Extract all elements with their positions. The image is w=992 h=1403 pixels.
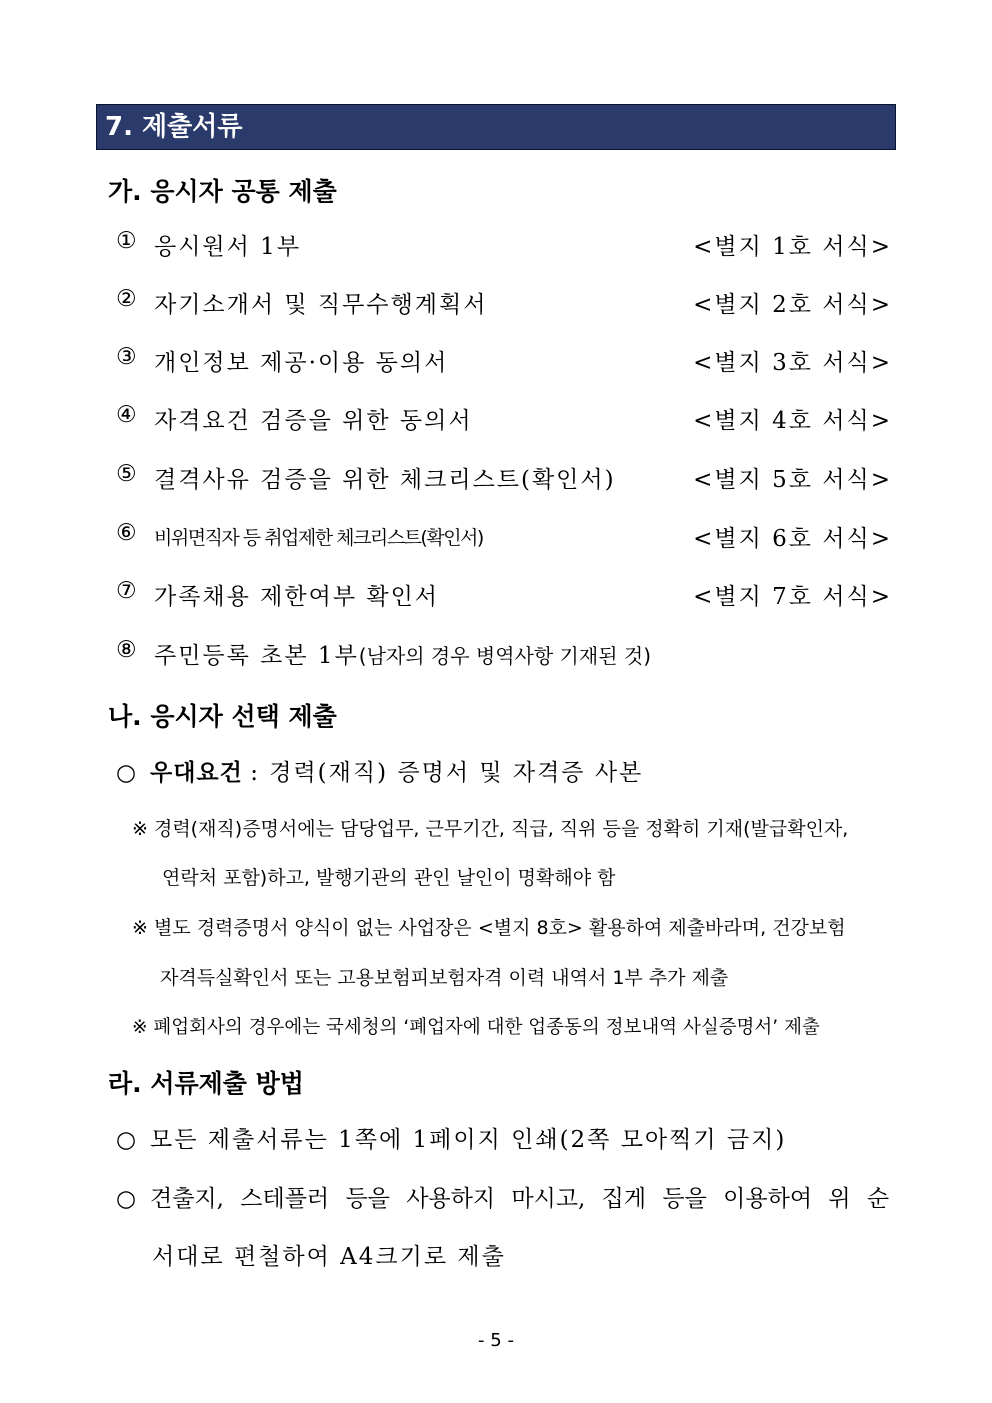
note-line: 자격득실확인서 또는 고용보험피보험자격 이력 내역서 1부 추가 제출 [160, 967, 729, 989]
item-form: <별지 1호 서식> [693, 234, 892, 260]
list-item [116, 637, 894, 671]
method-text: 모든 제출서류는 1쪽에 1페이지 인쇄(2쪽 모아찍기 금지) [150, 1127, 787, 1153]
item-number: ⑧ [116, 637, 137, 663]
note-line: ※ 경력(재직)증명서에는 담당업무, 근무기간, 직급, 직위 등을 정확히 기재(발급확인자, [132, 818, 849, 840]
circle-bullet-icon: ○ [116, 760, 137, 786]
method-text-continued: 서대로 편철하여 A4크기로 제출 [152, 1244, 506, 1270]
preference-label: 우대요건 [150, 759, 243, 786]
item-label: 개인정보 제공·이용 동의서 [154, 350, 449, 376]
list-item [116, 344, 894, 378]
circle-bullet-icon: ○ [116, 1186, 137, 1212]
list-item [116, 520, 894, 554]
preference-text: : 경력(재직) 증명서 및 자격증 사본 [250, 760, 644, 786]
item-label: 결격사유 검증을 위한 체크리스트(확인서) [154, 467, 616, 493]
item-form: <별지 3호 서식> [693, 350, 892, 376]
heading-optional-submission: 나. 응시자 선택 제출 [108, 702, 337, 731]
method-bullet [116, 1180, 889, 1213]
method-text: 견출지, 스테플러 등을 사용하지 마시고, 집게 등을 이용하여 위 순 [150, 1186, 890, 1212]
item-form: <별지 2호 서식> [693, 292, 892, 318]
item-label: 자기소개서 및 직무수행계획서 [154, 292, 488, 318]
item-label: 응시원서 1부 [154, 234, 302, 260]
list-item [116, 402, 894, 436]
item-form: <별지 4호 서식> [693, 408, 892, 434]
note-line: ※ 별도 경력증명서 양식이 없는 사업장은 <별지 8호> 활용하여 제출바라며, 건강보험 [132, 917, 846, 939]
item-number: ② [116, 286, 137, 312]
heading-submission-method: 라. 서류제출 방법 [108, 1069, 304, 1098]
preference-bullet [116, 754, 643, 787]
item-label: 비위면직자 등 취업제한 체크리스트(확인서) [154, 527, 483, 549]
list-item [116, 461, 894, 495]
item-label: 가족채용 제한여부 확인서 [154, 584, 440, 610]
list-item [116, 578, 894, 612]
method-bullet [116, 1121, 786, 1154]
item-label-text: 주민등록 초본 1부 [154, 643, 359, 669]
item-form: <별지 7호 서식> [693, 584, 892, 610]
item-number: ① [116, 228, 137, 254]
item-note: (남자의 경우 병역사항 기재된 것) [358, 644, 651, 668]
circle-bullet-icon: ○ [116, 1127, 139, 1153]
item-form: <별지 6호 서식> [693, 526, 892, 552]
item-number: ⑥ [116, 520, 137, 546]
note-line: ※ 폐업회사의 경우에는 국세청의 ‘폐업자에 대한 업종동의 정보내역 사실증명서’ 제출 [132, 1017, 820, 1038]
section-title: 7. 제출서류 [96, 104, 896, 150]
item-label [154, 637, 651, 670]
item-number: ④ [116, 402, 137, 428]
item-number: ③ [116, 344, 137, 370]
item-label: 자격요건 검증을 위한 동의서 [154, 408, 473, 434]
note-line: 연락처 포함)하고, 발행기관의 관인 날인이 명확해야 함 [162, 867, 616, 889]
list-item [116, 228, 894, 262]
item-form: <별지 5호 서식> [693, 467, 892, 493]
item-number: ⑤ [116, 461, 137, 487]
heading-common-submission: 가. 응시자 공통 제출 [108, 177, 337, 206]
list-item [116, 286, 894, 320]
page-number: - 5 - [478, 1330, 514, 1351]
item-number: ⑦ [116, 578, 137, 604]
